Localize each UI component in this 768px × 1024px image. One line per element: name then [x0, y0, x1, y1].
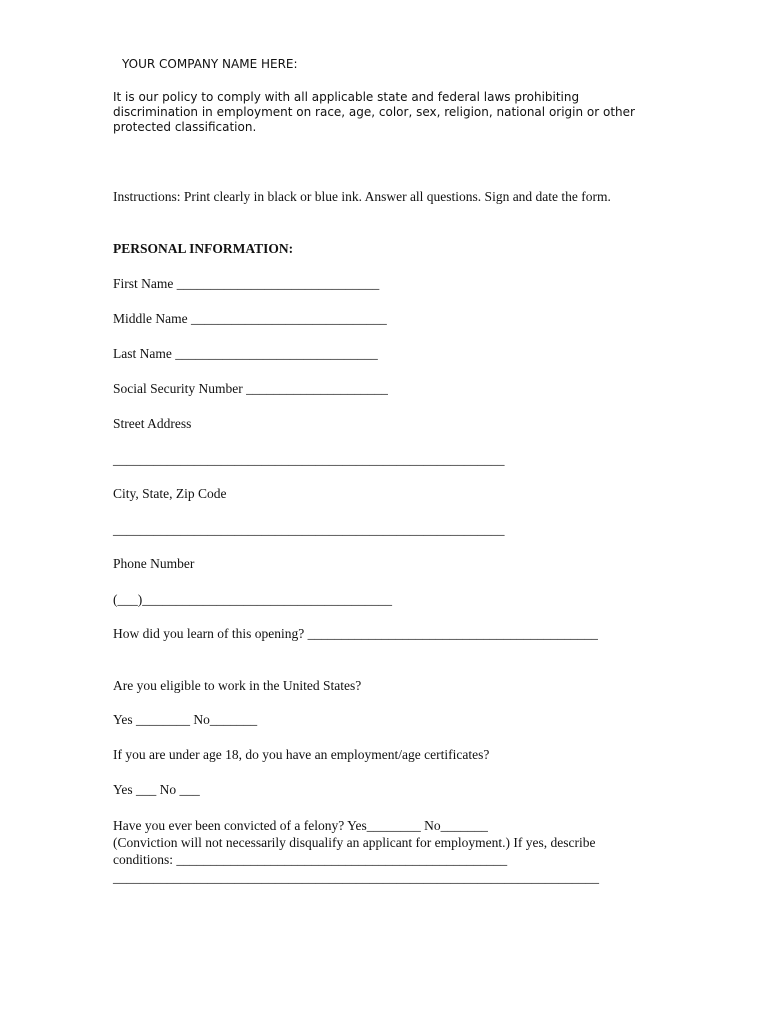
- phone-number-line[interactable]: (___)_____________________________________: [113, 592, 392, 607]
- phone-number-label: Phone Number: [113, 556, 195, 571]
- felony-question[interactable]: Have you ever been convicted of a felony? Yes________ No_______: [113, 818, 488, 833]
- street-address-label: Street Address: [113, 416, 192, 431]
- city-state-zip-label: City, State, Zip Code: [113, 486, 227, 501]
- work-eligibility-question: Are you eligible to work in the United States?: [113, 678, 362, 693]
- personal-information-heading: PERSONAL INFORMATION:: [113, 241, 294, 256]
- street-address-line[interactable]: __________________________________________________________: [113, 452, 505, 467]
- company-name-header: YOUR COMPANY NAME HERE:: [122, 57, 298, 71]
- work-eligibility-answer[interactable]: Yes ________ No_______: [113, 712, 258, 727]
- ssn-field[interactable]: Social Security Number _____________________: [113, 381, 388, 396]
- form-instructions: Instructions: Print clearly in black or blue ink. Answer all questions. Sign and date the form.: [113, 189, 611, 204]
- first-name-field[interactable]: First Name ______________________________: [113, 276, 380, 291]
- city-state-zip-line[interactable]: __________________________________________________________: [113, 522, 505, 537]
- equal-opportunity-policy: It is our policy to comply with all applicable state and federal laws prohibiting discrimination in employment on race, age, color, sex, religion, national origin or other protected classification.: [113, 90, 635, 134]
- middle-name-field[interactable]: Middle Name _____________________________: [113, 311, 387, 326]
- felony-conditions-line[interactable]: ________________________________________________________________________: [113, 870, 599, 885]
- felony-note: (Conviction will not necessarily disqualify an applicant for employment.) If yes, describe: [113, 835, 596, 850]
- last-name-field[interactable]: Last Name ______________________________: [113, 346, 378, 361]
- age-certificate-question: If you are under age 18, do you have an employment/age certificates?: [113, 747, 490, 762]
- felony-conditions-field[interactable]: conditions: _________________________________________________: [113, 852, 508, 867]
- age-certificate-answer[interactable]: Yes ___ No ___: [113, 782, 200, 797]
- learn-of-opening-field[interactable]: How did you learn of this opening? ___________________________________________: [113, 626, 598, 641]
